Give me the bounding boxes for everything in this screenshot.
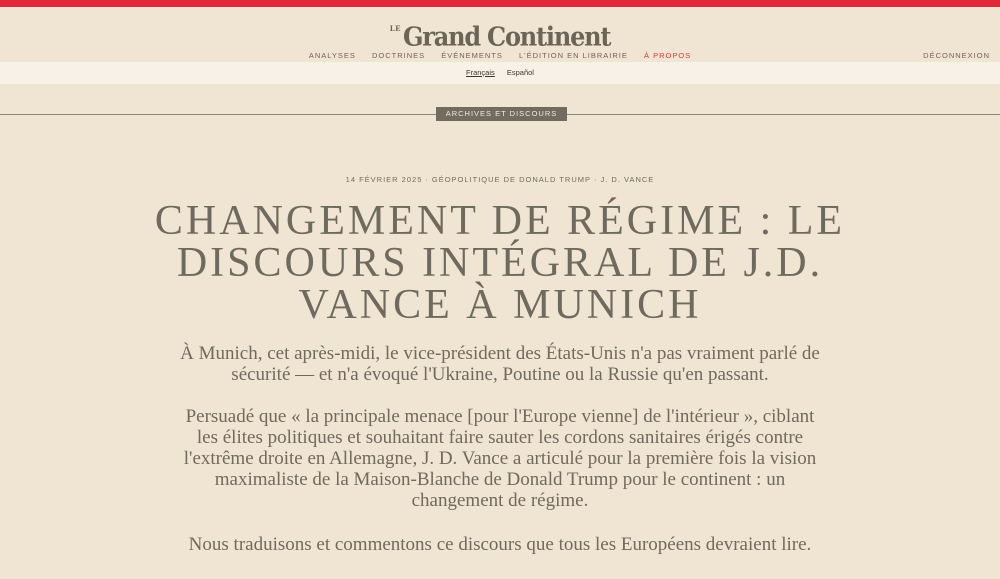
main-nav bbox=[0, 51, 1000, 60]
article-category-link[interactable]: GÉOPOLITIQUE DE DONALD TRUMP bbox=[431, 175, 592, 184]
logo-wordmark: Grand Continent bbox=[402, 20, 611, 53]
section-tag[interactable]: ARCHIVES ET DISCOURS bbox=[436, 107, 567, 121]
article-meta bbox=[0, 175, 1000, 184]
article-author-link[interactable]: J. D. VANCE bbox=[600, 175, 655, 184]
top-accent-bar bbox=[0, 0, 1000, 7]
language-switcher bbox=[0, 62, 1000, 84]
site-logo[interactable] bbox=[0, 14, 1000, 53]
nav-item-analyses[interactable]: ANALYSES bbox=[308, 51, 356, 60]
nav-item-edition-librairie[interactable]: L'ÉDITION EN LIBRAIRIE bbox=[519, 51, 628, 60]
lead-paragraph-2: Persuadé que « la principale menace [pour l'Europe vienne] de l'intérieur », ciblant les élites politiques et souhaitant faire sauter les cordons sanitaires érigés contre l'extrême droite en Allemagne, J. D. Vance a articulé pour la première fois la vision maximaliste de la Maison-Blanche de Donald Trump pour le continent : un changement de régime. bbox=[183, 406, 817, 511]
meta-separator: · bbox=[594, 175, 598, 184]
nav-item-a-propos[interactable]: À PROPOS bbox=[643, 51, 692, 60]
lang-option-francais[interactable]: Français bbox=[466, 68, 495, 77]
logo-prefix: LE bbox=[389, 24, 401, 33]
lead-paragraph-1: À Munich, cet après-midi, le vice-président des États-Unis n'a pas vraiment parlé de sécurité — et n'a évoqué l'Ukraine, Poutine ou la Russie qu'en passant. bbox=[180, 343, 820, 385]
article-date: 14 FÉVRIER 2025 bbox=[345, 175, 423, 184]
meta-separator: · bbox=[425, 175, 429, 184]
lang-option-espanol[interactable]: Español bbox=[506, 68, 534, 77]
article-title: CHANGEMENT DE RÉGIME : LE DISCOURS INTÉGRAL DE J.D. VANCE À MUNICH bbox=[154, 198, 846, 328]
logout-link[interactable]: DÉCONNEXION bbox=[923, 51, 990, 60]
lead-paragraph-3: Nous traduisons et commentons ce discours que tous les Européens devraient lire. bbox=[188, 534, 812, 555]
nav-item-doctrines[interactable]: DOCTRINES bbox=[371, 51, 426, 60]
nav-item-evenements[interactable]: ÉVÉNEMENTS bbox=[441, 51, 503, 60]
